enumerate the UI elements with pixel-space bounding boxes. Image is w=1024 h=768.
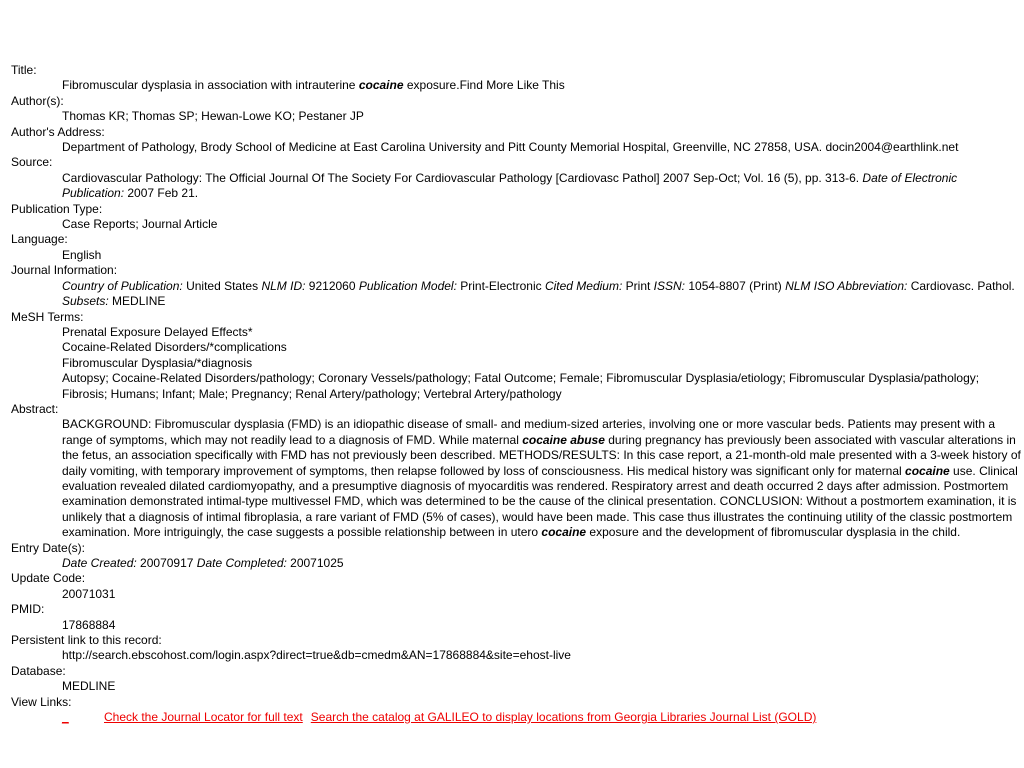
abstract-text: exposure and the development of fibromuscular dysplasia in the child. xyxy=(586,525,961,540)
language-value: English xyxy=(62,247,102,262)
authors-label: Author(s): xyxy=(11,93,64,108)
title-highlight: cocaine xyxy=(358,78,404,93)
publication-type-label: Publication Type: xyxy=(11,201,103,216)
blank-link[interactable]: _ xyxy=(62,710,69,725)
view-links-row xyxy=(11,710,1021,725)
journal-locator-link[interactable]: Check the Journal Locator for full text xyxy=(104,710,303,725)
citation-record xyxy=(11,63,1021,725)
nlm-id-label: NLM ID: xyxy=(261,278,306,293)
nlm-id-value: 9212060 xyxy=(305,278,359,293)
cited-medium-value: Print xyxy=(622,278,654,293)
iso-abbrev-label: NLM ISO Abbreviation: xyxy=(785,278,908,293)
database-label: Database: xyxy=(11,663,66,678)
address-label: Author's Address: xyxy=(11,124,105,139)
abstract-label: Abstract: xyxy=(11,401,59,416)
date-created-label: Date Created: xyxy=(62,556,137,570)
mesh-term: Prenatal Exposure Delayed Effects* xyxy=(62,324,253,339)
update-code-value: 20071031 xyxy=(62,586,116,601)
date-completed-label: Date Completed: xyxy=(196,556,287,570)
abstract-text: BACKGROUND: Fibromuscular dysplasia (FMD) is an idiopathic disease of small- and medium-sized arteries, involving one or more vascular beds. Patients may present with a range of symptoms, which may not readily lead to a diagnosis of FMD. While maternal xyxy=(62,417,996,447)
source-value xyxy=(11,171,1021,202)
issn-value: 1054-8807 (Print) xyxy=(685,278,786,293)
pub-model-value: Print-Electronic xyxy=(456,278,545,293)
persistent-link-value: http://search.ebscohost.com/login.aspx?direct=true&db=cmedm&AN=17868884&site=ehost-live xyxy=(62,648,571,663)
mesh-term: Cocaine-Related Disorders/*complications xyxy=(62,340,287,355)
pub-model-label: Publication Model: xyxy=(358,278,457,293)
source-date-label: Date of Electronic Publication: xyxy=(62,170,958,201)
view-links-label: View Links: xyxy=(11,694,72,709)
mesh-term: Autopsy; Cocaine-Related Disorders/pathology; Coronary Vessels/pathology; Fatal Outcome; Female; Fibromuscular Dysplasia/etiology; Fibromuscular Dysplasia/pathology; Fibrosis; Humans; Infant; Male; Pregnancy; Renal Artery/pathology; Vertebral Artery/pathology xyxy=(62,371,980,401)
cited-medium-label: Cited Medium: xyxy=(544,278,623,293)
title-text-end: exposure. xyxy=(403,78,460,93)
mesh-label: MeSH Terms: xyxy=(11,309,84,324)
pmid-label: PMID: xyxy=(11,602,45,617)
journal-info-value xyxy=(11,279,1021,310)
entry-dates-label: Entry Date(s): xyxy=(11,540,86,555)
subsets-value: MEDLINE xyxy=(108,294,166,309)
abstract-text: use. Clinical evaluation revealed dilated cardiomyopathy, and a presumptive diagnosis of myocarditis was rendered. Respiratory arrest and death occurred 2 days after admission. Postmortem examination demonstrated intimal-type multivessel FMD, which was determined to be the cause of the clinical presentation. CONCLUSION: Without a postmortem examination, it is unlikely that a diagnosis of intimal fibroplasia, a rare variant of FMD (5% of cases), would have been made. This case thus illustrates the continuing utility of the classic postmortem examination. More intriguingly, the case suggests a possible relationship between in utero xyxy=(62,463,1018,540)
subsets-label: Subsets: xyxy=(62,294,109,309)
abstract-value xyxy=(11,417,1021,540)
title-value xyxy=(11,78,1021,93)
country-label: Country of Publication: xyxy=(62,278,183,293)
update-code-label: Update Code: xyxy=(11,571,86,586)
mesh-value xyxy=(11,325,1021,402)
journal-info-label: Journal Information: xyxy=(11,263,118,278)
galileo-catalog-link[interactable]: Search the catalog at GALILEO to display locations from Georgia Libraries Journal List (GOLD) xyxy=(310,710,817,725)
issn-label: ISSN: xyxy=(653,278,686,293)
abstract-highlight: cocaine abuse xyxy=(522,432,605,447)
abstract-text: during pregnancy has previously been associated with vascular alterations in the fetus, an association specifically with FMD has not previously been described. METHODS/RESULTS: In this case report, a 21-month-old male presented with a 3-week history of daily vomiting, with temporary improvement of symptoms, then relapse followed by loss of consciousness. His medical history was significant only for maternal xyxy=(62,432,1021,478)
date-created-value: 20070917 xyxy=(136,556,197,570)
address-value: Department of Pathology, Brody School of Medicine at East Carolina University and Pitt County Memorial Hospital, Greenville, NC 27858, USA. docin2004@earthlink.net xyxy=(62,140,959,155)
entry-dates-value xyxy=(11,556,1021,571)
source-label: Source: xyxy=(11,155,53,170)
title-text: Fibromuscular dysplasia in association with intrauterine xyxy=(62,78,359,93)
country-value: United States xyxy=(182,278,262,293)
pmid-value: 17868884 xyxy=(62,617,116,632)
date-completed-value: 20071025 xyxy=(286,556,344,570)
authors-value: Thomas KR; Thomas SP; Hewan-Lowe KO; Pestaner JP xyxy=(62,109,364,124)
persistent-link-label: Persistent link to this record: xyxy=(11,633,162,648)
find-more-like-this-link[interactable]: Find More Like This xyxy=(459,78,565,93)
language-label: Language: xyxy=(11,232,68,247)
abstract-highlight: cocaine xyxy=(905,463,950,478)
source-date-value: 2007 Feb 21. xyxy=(124,186,199,201)
publication-type-value: Case Reports; Journal Article xyxy=(62,217,218,232)
title-label: Title: xyxy=(11,63,37,77)
iso-abbrev-value: Cardiovasc. Pathol. xyxy=(907,278,1015,293)
abstract-highlight: cocaine xyxy=(541,525,587,540)
mesh-term: Fibromuscular Dysplasia/*diagnosis xyxy=(62,355,253,370)
database-value: MEDLINE xyxy=(62,679,116,694)
source-text: Cardiovascular Pathology: The Official Journal Of The Society For Cardiovascular Pathology [Cardiovasc Pathol] 2007 Sep-Oct; Vol. 16 (5), pp. 313-6. xyxy=(62,170,863,185)
